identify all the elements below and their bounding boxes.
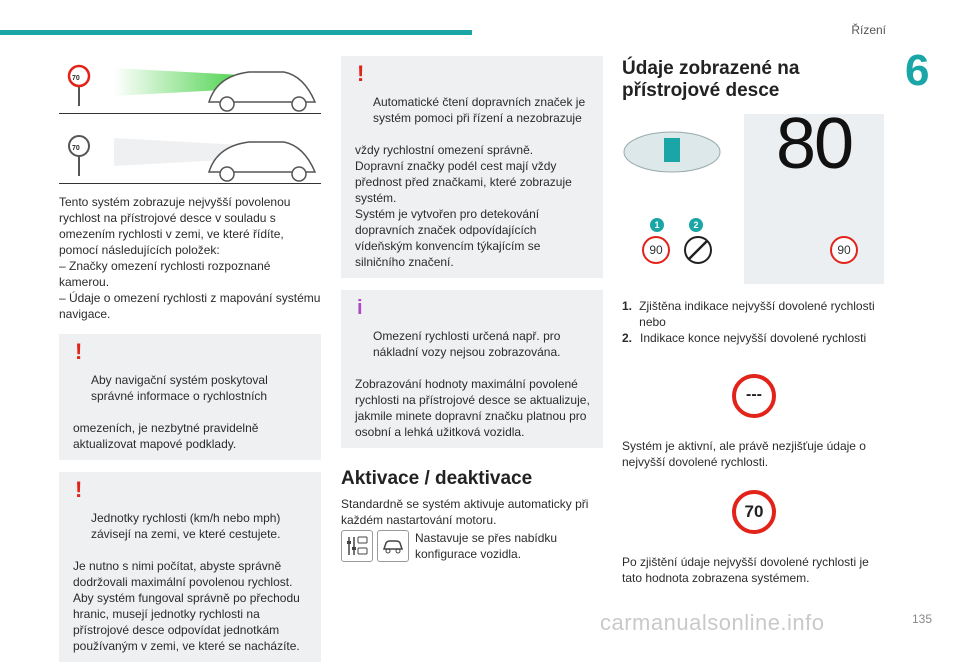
detected-limit-sign: 70	[732, 490, 776, 534]
cluster-display-graphic	[622, 122, 722, 182]
illus-sign-label-1: 70	[72, 75, 80, 82]
legend-item: 1. Zjištěna indikace nejvyšší dovolené rychlosti nebo	[622, 299, 875, 329]
callout-badge-2: 2	[689, 218, 703, 232]
column-right	[622, 58, 886, 586]
no-data-sign: ---	[732, 374, 776, 418]
warning-note-navigation	[59, 334, 321, 460]
config-row	[341, 530, 603, 562]
speed-limit-sign-right: 90	[830, 236, 858, 264]
legend-item: 2. Indikace konce nejvyšší dovolené rychlosti	[622, 331, 867, 345]
camera-illustration	[59, 58, 321, 114]
intro-paragraph: Tento systém zobrazuje nejvyšší povolenou rychlost na přístrojové desce v souladu s omezením rychlosti v zemi, ve které řídíte, pomocí následujících položek: – Značky omezení rychlosti rozpoznané kamerou. – Údaje o omezení rychlosti z mapování systému navigace.	[59, 195, 321, 321]
end-of-limit-icon	[683, 235, 713, 265]
warning-note-reading	[341, 56, 603, 278]
vehicle-config-icon	[377, 530, 409, 562]
warning-icon: !	[357, 61, 365, 86]
info-note-trucks	[341, 290, 603, 448]
navigation-illustration	[59, 128, 321, 184]
note-body: vždy rychlostní omezení správně. Dopravní značky podél cest mají vždy přednost před značkami, které zobrazuje systém. Systém je vytvořen pro detekování dopravních značek odpovídajících vídeňským konvencím týkajícím se silničního značení.	[355, 143, 572, 269]
note-first-line: Automatické čtení dopravních značek je systém pomoci při řízení a nezobrazuje	[373, 95, 586, 125]
activation-heading: Aktivace / deaktivace	[341, 468, 533, 489]
info-icon: i	[357, 297, 363, 319]
map-data-graphic	[59, 128, 321, 184]
column-middle	[341, 56, 603, 562]
settings-menu-icon	[341, 530, 373, 562]
note-first-line: Aby navigační systém poskytoval správné informace o rychlostních	[91, 373, 268, 403]
activation-text: Standardně se systém aktivuje automaticky při každém nastartování motoru.	[341, 497, 589, 527]
note-first-line: Omezení rychlosti určená např. pro nákladní vozy nejsou zobrazována.	[373, 329, 561, 359]
instrument-cluster-illustration	[622, 104, 886, 284]
illus-sign-label-2: 70	[72, 145, 80, 152]
warning-icon: !	[75, 339, 83, 364]
speed-limit-sign-left: 90	[642, 236, 670, 264]
note-body: Zobrazování hodnoty maximální povolené rychlosti na přístrojové desce se aktualizuje, jakmile minete dopravní značku platnou pro osobní a lehká užitková vozidla.	[355, 377, 590, 439]
note-body: omezeních, je nezbytné pravidelně aktualizovat mapové podklady.	[73, 421, 259, 451]
legend-list	[622, 298, 886, 346]
camera-detection-graphic	[59, 58, 321, 114]
detected-text: Po zjištění údaje nejvyšší dovolené rychlosti je tato hodnota zobrazena systémem.	[622, 555, 869, 585]
active-no-data-text: Systém je aktivní, ale právě nezjišťuje údaje o nejvyšší dovolené rychlosti.	[622, 439, 866, 469]
speed-display-panel	[744, 104, 884, 284]
warning-note-units	[59, 472, 321, 662]
warning-icon: !	[75, 477, 83, 502]
header-accent-bar	[0, 30, 472, 35]
column-left	[59, 58, 321, 662]
page-number: 135	[911, 612, 932, 626]
display-heading: Údaje zobrazené na přístrojové desce	[622, 58, 800, 101]
note-first-line: Jednotky rychlosti (km/h nebo mph) závisejí na zemi, ve které cestujete.	[91, 511, 281, 541]
config-text: Nastavuje se přes nabídku konfigurace vozidla.	[415, 531, 558, 561]
section-title: Řízení	[851, 23, 886, 37]
displayed-speed: 80	[775, 104, 853, 184]
callout-badge-1: 1	[650, 218, 664, 232]
chapter-number: 6	[905, 46, 930, 95]
watermark: carmanualsonline.info	[600, 610, 825, 635]
note-body: Je nutno s nimi počítat, abyste správně dodržovali maximální povolenou rychlost. Aby systém fungoval správně po přechodu hranic, musejí jednotky rychlosti na přístrojové desce odpovídat jednotkám používaným v zemi, ve které se nacházíte.	[73, 559, 300, 653]
